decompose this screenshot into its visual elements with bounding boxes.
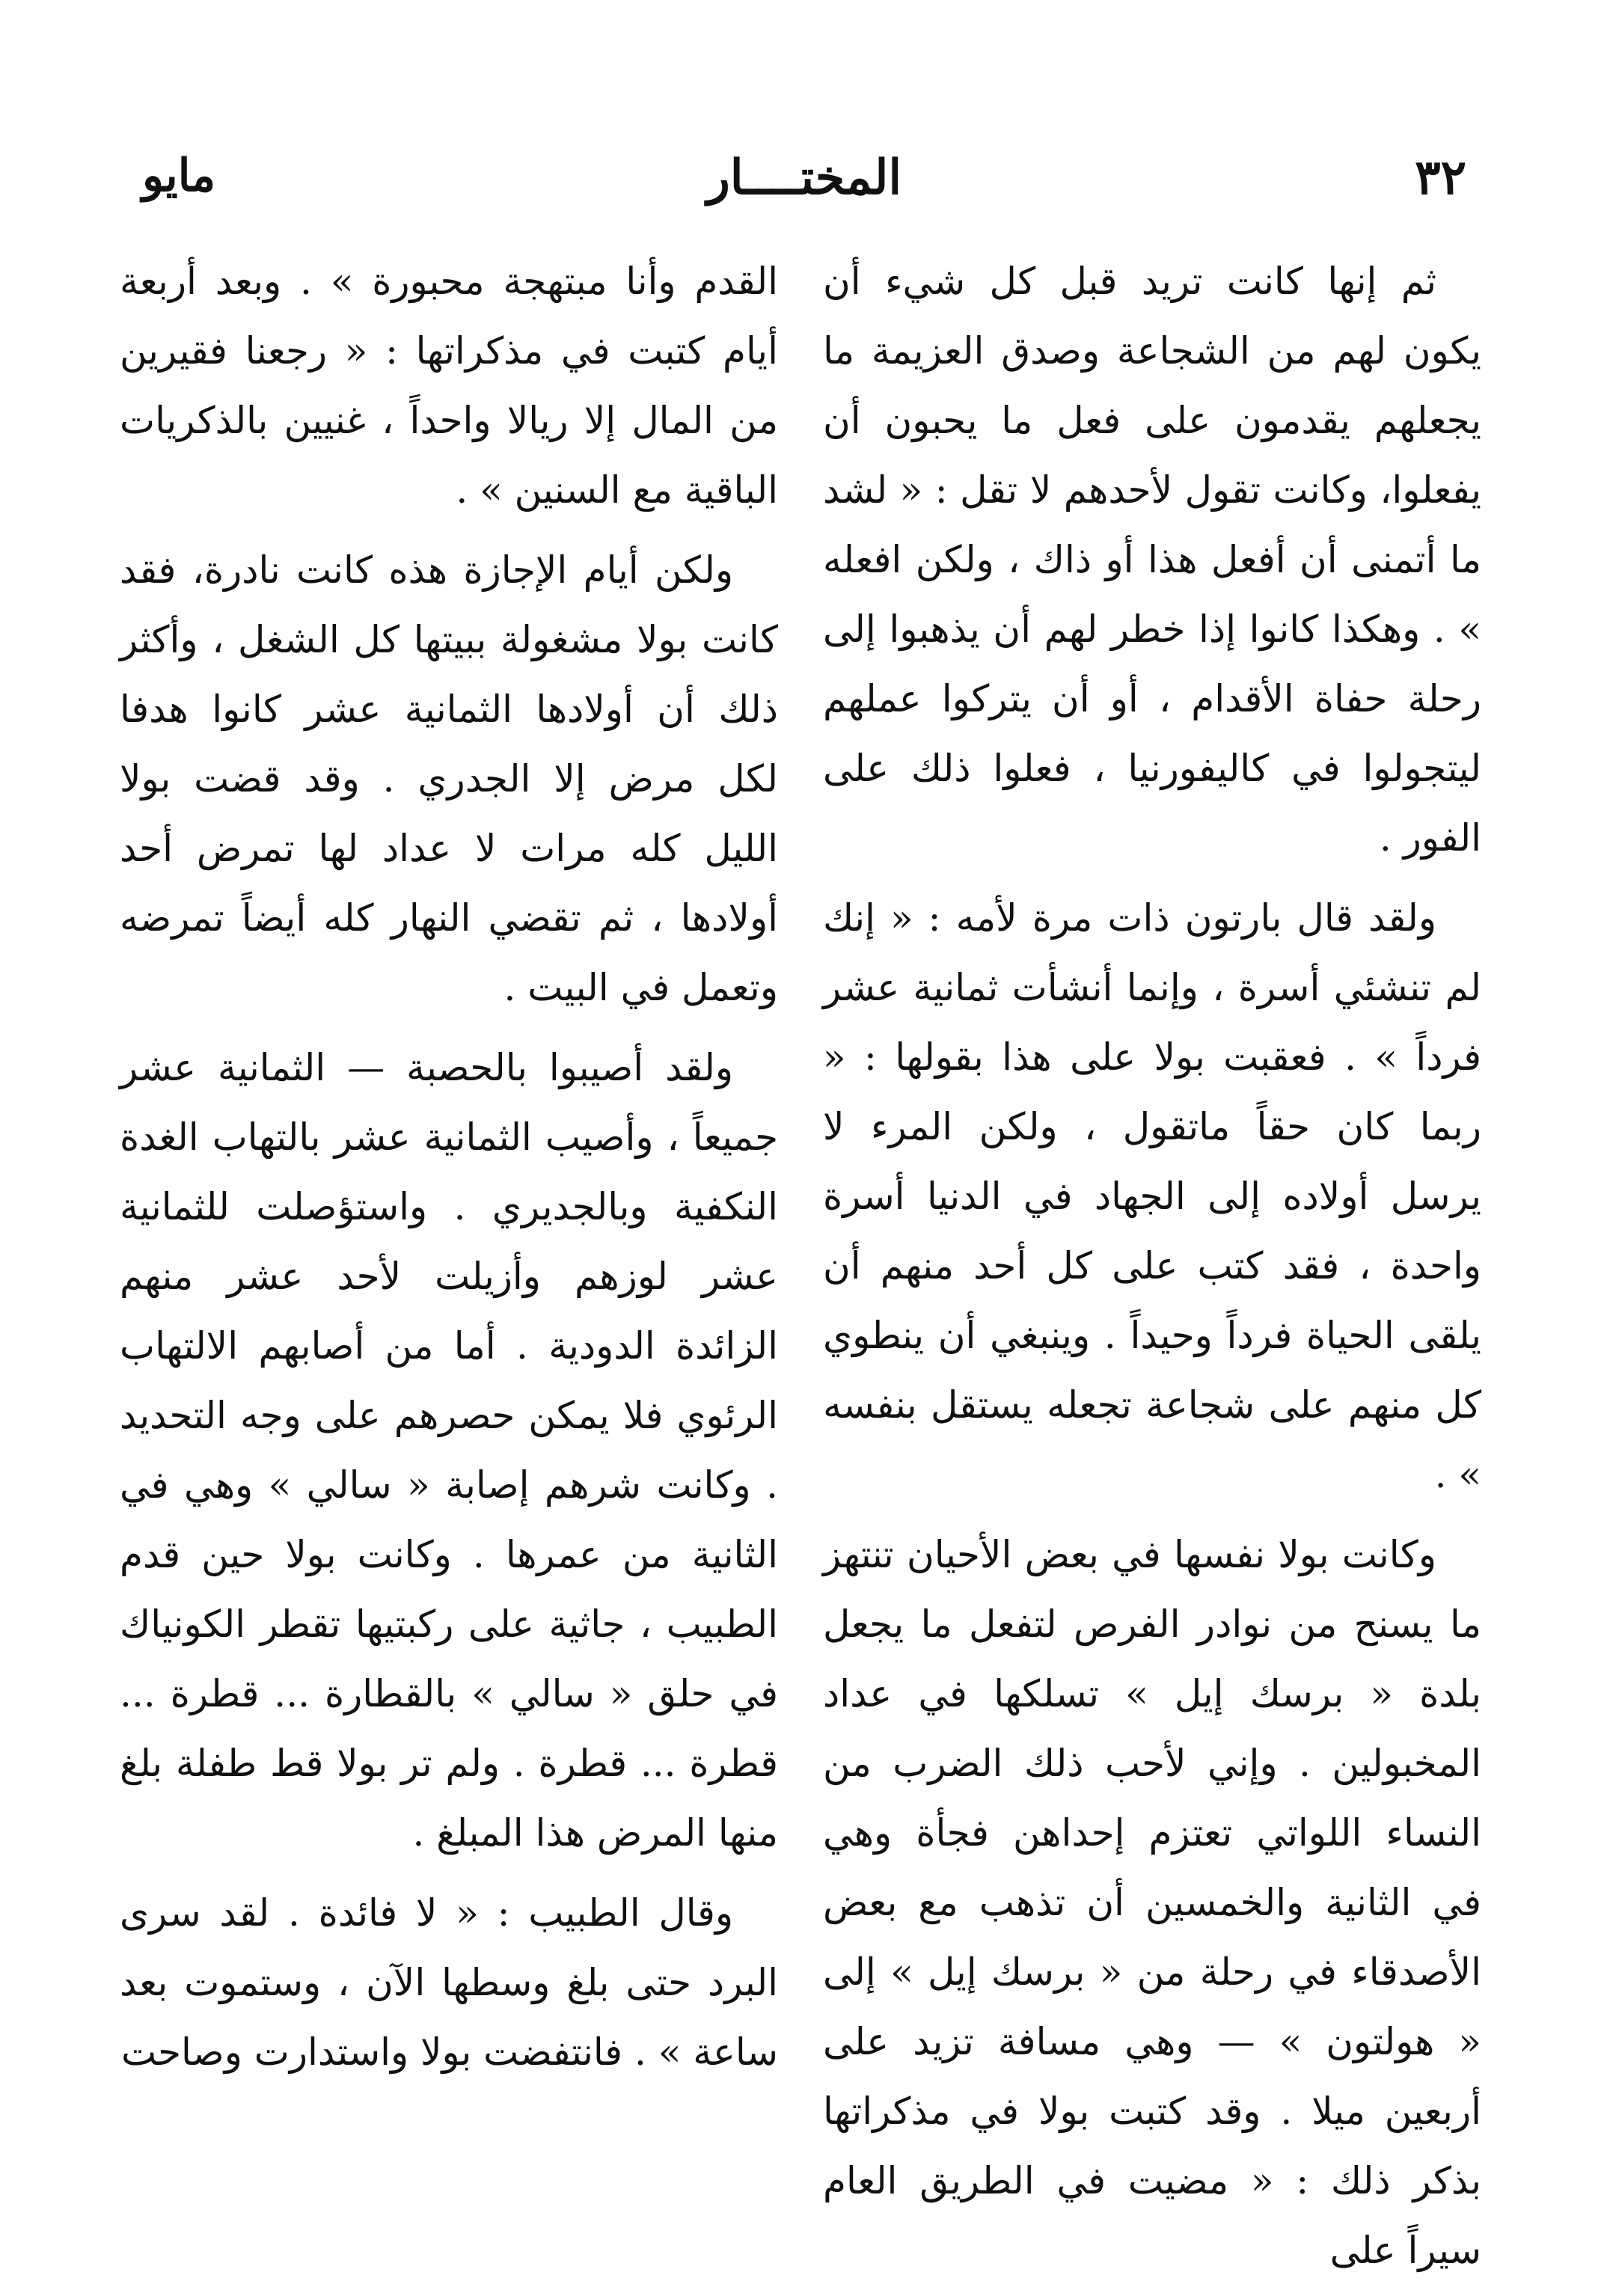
paragraph: وكانت بولا نفسها في بعض الأحيان تنتهز ما يسنح من نوادر الفرص لتفعل ما يجعل بلدة « برسك إيل » تسلكها في عداد المخبولين . وإني لأحب ذلك الضرب من النساء اللواتي تعتزم إحداهن فجأة وهي في الثانية والخمسين أن تذهب مع بعض الأصدقاء في رحلة من « برسك إيل » إلى « هولتون » — وهي مسافة تزيد على أربعين ميلا . وقد كتبت بولا في مذكراتها بذكر ذلك : « مضيت في الطريق العام سيراً على — [823, 1533, 1481, 2272]
paragraph: وقال الطبيب : « لا فائدة . لقد سرى البرد حتى بلغ وسطها الآن ، وستموت بعد ساعة » . فانتفضت بولا واستدارت وصاحت — [120, 1891, 778, 2074]
paragraph: ثم إنها كانت تريد قبل كل شيء أن يكون لهم من الشجاعة وصدق العزيمة ما يجعلهم يقدمون على فعل ما يحبون أن يفعلوا، وكانت تقول لأحدهم لا تقل : « لشد ما أتمنى أن أفعل هذا أو ذاك ، ولكن افعله » . وهكذا كانوا إذا خطر لهم أن يذهبوا إلى رحلة حفاة الأقدام ، أو أن يتركوا عملهم ليتجولوا في كاليفورنيا ، فعلوا ذلك على الفور . — [823, 260, 1481, 860]
magazine-title: المختــــار — [706, 150, 902, 206]
paragraph-continuation: القدم وأنا مبتهجة محبورة » . وبعد أربعة أيام كتبت في مذكراتها : « رجعنا فقيرين من المال إلا ريالا واحداً ، غنيين بالذكريات الباقية مع السنين » . — [120, 260, 778, 512]
paragraph: ولقد أصيبوا بالحصبة — الثمانية عشر جميعاً ، وأصيب الثمانية عشر بالتهاب الغدة النكفية وبالجديري . واستؤصلت للثمانية عشر لوزهم وأزيلت لأحد عشر منهم الزائدة الدودية . أما من أصابهم الالتهاب الرئوي فلا يمكن حصرهم على وجه التحديد . وكانت شرهم إصابة « سالي » وهي في الثانية من عمرها . وكانت بولا حين قدم الطبيب ، جاثية على ركبتيها تقطر الكونياك في حلق « سالي » بالقطارة ... قطرة ... قطرة ... قطرة . ولم تر بولا قط طفلة بلغ منها المرض هذا المبلغ . — [120, 1046, 778, 1855]
page-number: ٣٢ — [1415, 150, 1466, 206]
paragraph: ولقد قال بارتون ذات مرة لأمه : « إنك لم تنشئي أسرة ، وإنما أنشأت ثمانية عشر فرداً » . فعقبت بولا على هذا بقولها : « ربما كان حقاً ماتقول ، ولكن المرء لا يرسل أولاده إلى الجهاد في الدنيا أسرة واحدة ، فقد كتب على كل أحد منهم أن يلقى الحياة فرداً وحيداً . وينبغي أن ينطوي كل منهم على شجاعة تجعله يستقل بنفسه » . — [823, 896, 1481, 1496]
paragraph: ولكن أيام الإجازة هذه كانت نادرة، فقد كانت بولا مشغولة ببيتها كل الشغل ، وأكثر ذلك أن أولادها الثمانية عشر كانوا هدفا لكل مرض إلا الجدري . وقد قضت بولا الليل كله مرات لا عداد لها تمرض أحد أولادها ، ثم تقضي النهار كله أيضاً تمرضه وتعمل في البيت . — [120, 548, 778, 1009]
page-header — [112, 142, 1496, 224]
text-column-right — [823, 247, 1481, 2296]
issue-month: مايو — [142, 150, 216, 202]
text-column-left — [120, 247, 778, 2098]
